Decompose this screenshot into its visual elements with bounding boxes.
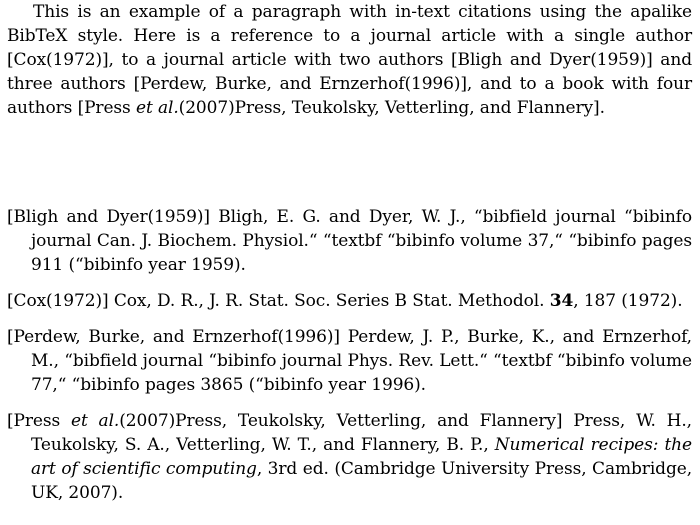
bib-label-c: (2007)Press, Teukolsky, Vetterling, and Flannery] bbox=[119, 411, 563, 431]
bib-volume: 34 bbox=[549, 291, 574, 311]
bib-text: Cox, D. R., J. R. Stat. Soc. Series B Stat. Methodol. bbox=[113, 291, 550, 311]
bib-text-end: , 3rd ed. (Cambridge University Press, Cambridge, UK, 2007). bbox=[31, 459, 692, 503]
citation-press-c: (2007)Press, Teukolsky, Vetterling, and Flannery] bbox=[178, 98, 600, 118]
bib-label bbox=[7, 411, 562, 431]
bib-text: Press, W. H., Teukolsky, S. A., Vetterling, W. T., and Flannery, B. P., bbox=[31, 411, 692, 455]
bib-label: [Perdew, Burke, and Ernzerhof(1996)] bbox=[7, 327, 340, 347]
bib-label-etal: et al. bbox=[70, 411, 120, 431]
bib-text: Perdew, J. P., Burke, K., and Ernzerhof, M., “bibfield journal “bibinfo journal Phys. Rev. Lett.“ “textbf “bibinfo volume 77,“ “bibinfo pages 3865 (“bibinfo year 1996). bbox=[31, 327, 692, 395]
intro-text-3: and three authors bbox=[7, 50, 692, 94]
citation-press-a: [Press bbox=[77, 98, 136, 118]
intro-text-4: , and to a book with four authors bbox=[7, 74, 692, 118]
bib-entry-bligh-dyer bbox=[7, 205, 692, 277]
intro-text-2: , to a journal article with two authors bbox=[108, 50, 452, 70]
bib-text-end: , 187 (1972). bbox=[573, 291, 683, 311]
citation-bligh-dyer[interactable]: [Bligh and Dyer(1959)] bbox=[451, 50, 653, 70]
bib-text: Bligh, E. G. and Dyer, W. J., “bibfield journal “bibinfo journal Can. J. Biochem. Physiol.“ “textbf “bibinfo volume 37,“ “bibinfo pages 911 (“bibinfo year 1959). bbox=[31, 207, 692, 275]
bib-label-a: [Press bbox=[7, 411, 71, 431]
bibliography bbox=[7, 205, 692, 517]
citation-perdew[interactable]: [Perdew, Burke, and Ernzerhof(1996)] bbox=[133, 74, 467, 94]
intro-text-5: . bbox=[599, 98, 605, 118]
citation-cox[interactable]: [Cox(1972)] bbox=[7, 50, 109, 70]
bib-book-title: Numerical recipes: the art of scientific computing bbox=[31, 435, 692, 479]
bib-label: [Bligh and Dyer(1959)] bbox=[7, 207, 210, 227]
bib-entry-perdew bbox=[7, 325, 692, 397]
citation-press[interactable] bbox=[78, 98, 600, 118]
intro-text-1: This is an example of a paragraph with in-text citations using the apalike BibTeX style. Here is a reference to a journal article with a single author bbox=[7, 2, 692, 46]
bib-label: [Cox(1972)] bbox=[7, 291, 109, 311]
intro-paragraph bbox=[7, 0, 692, 120]
bib-entry-press bbox=[7, 409, 692, 505]
citation-press-etal: et al. bbox=[135, 98, 179, 118]
document-page bbox=[7, 0, 692, 503]
bib-entry-cox bbox=[7, 289, 692, 313]
